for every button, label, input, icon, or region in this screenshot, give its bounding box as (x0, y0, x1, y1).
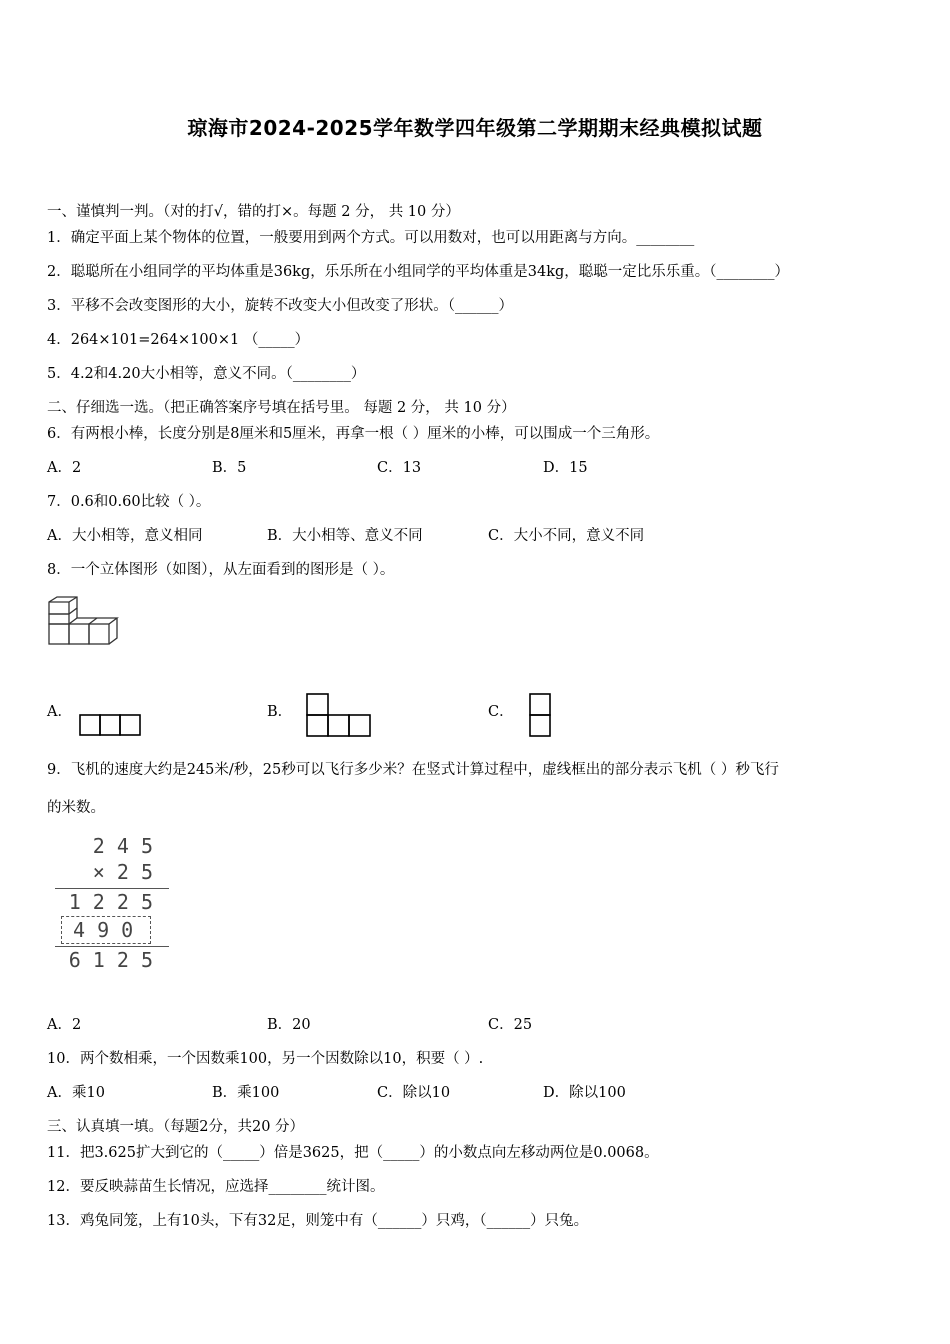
q8-option-b: B． (267, 704, 293, 720)
calc-partial-1: 1 2 2 5 (68, 890, 153, 914)
section-3-heading: 三、认真填一填。（每题2分，共20 分） (47, 1119, 305, 1135)
q9-option-a: A．2 (47, 1017, 82, 1033)
question-2: 2．聪聪所在小组同学的平均体重是36kg，乐乐所在小组同学的平均体重是34kg，聪聪一定比乐乐重。（________） (47, 264, 790, 280)
question-12: 12．要反映蒜苗生长情况，应选择________统计图。 (47, 1179, 385, 1195)
q8-option-a: A． (47, 704, 72, 720)
q10-option-a: A．乘10 (47, 1085, 105, 1101)
question-4: 4．264×101=264×100×1 （_____） (47, 332, 310, 348)
q10-option-b: B．乘100 (212, 1085, 280, 1101)
q9-option-c: C．25 (488, 1017, 533, 1033)
question-8: 8．一个立体图形（如图），从左面看到的图形是（ ）。 (47, 562, 395, 578)
question-9-line-1: 9．飞机的速度大约是245米/秒，25秒可以飞行多少米？在竖式计算过程中，虚线框出的部分表示飞机（ ）秒飞行 (47, 762, 779, 778)
question-1: 1．确定平面上某个物体的位置，一般要用到两个方式。可以用数对，也可以用距离与方向。________ (47, 230, 695, 246)
q6-option-b: B．5 (212, 460, 247, 476)
q9-option-b: B．20 (267, 1017, 311, 1033)
question-5: 5．4.2和4.20大小相等，意义不同。（________） (47, 366, 366, 382)
q8-option-c: C． (488, 704, 514, 720)
cube-figure (46, 596, 122, 648)
cube-edge-b (89, 618, 97, 624)
question-3: 3．平移不会改变图形的大小，旋转不改变大小但改变了形状。（______） (47, 298, 513, 314)
q10-option-d: D．除以100 (543, 1085, 626, 1101)
q7-option-c: C．大小不同，意义不同 (488, 528, 645, 544)
question-13: 13．鸡兔同笼，上有10头，下有32足，则笼中有（______）只鸡，（______）只兔。 (47, 1213, 589, 1229)
multiplication-figure (55, 834, 175, 974)
q6-option-c: C．13 (377, 460, 422, 476)
calc-line-1 (55, 888, 169, 889)
calc-top: 2 4 5 (92, 834, 153, 858)
calc-partial-2: 4 9 0 (73, 918, 134, 942)
section-2-heading: 二、仔细选一选。（把正确答案序号填在括号里。 每题 2 分， 共 10 分） (47, 400, 516, 416)
q8-option-a-figure (79, 714, 143, 738)
q8-option-c-figure (529, 693, 553, 739)
question-9-line-2: 的米数。 (47, 800, 105, 816)
cube-front-1 (49, 624, 69, 644)
question-10: 10．两个数相乘，一个因数乘100，另一个因数除以10，积要（ ）. (47, 1051, 484, 1067)
question-11: 11．把3.625扩大到它的（_____）倍是3625，把（_____）的小数点向左移动两位是0.0068。 (47, 1145, 659, 1161)
calc-result: 6 1 2 5 (68, 948, 153, 972)
question-7: 7．0.6和0.60比较（ ）。 (47, 494, 211, 510)
page-title: 琼海市2024-2025学年数学四年级第二学期期末经典模拟试题 (187, 116, 763, 140)
question-6: 6．有两根小棒，长度分别是8厘米和5厘米，再拿一根（ ）厘米的小棒，可以围成一个三角形。 (47, 426, 660, 442)
q6-option-d: D．15 (543, 460, 588, 476)
q8-option-b-figure (306, 693, 373, 739)
calc-multiplier: × 2 5 (92, 860, 153, 884)
calc-line-2 (55, 946, 169, 947)
q10-option-c: C．除以10 (377, 1085, 451, 1101)
cube-side (109, 618, 117, 644)
cube-front-2 (69, 624, 89, 644)
q6-option-a: A．2 (47, 460, 82, 476)
section-1-heading: 一、谨慎判一判。（对的打√，错的打×。每题 2 分， 共 10 分） (47, 204, 460, 220)
q7-option-a: A．大小相等，意义相同 (47, 528, 203, 544)
cube-mid-face (49, 614, 69, 624)
cube-front-3 (89, 624, 109, 644)
q7-option-b: B．大小相等、意义不同 (267, 528, 423, 544)
